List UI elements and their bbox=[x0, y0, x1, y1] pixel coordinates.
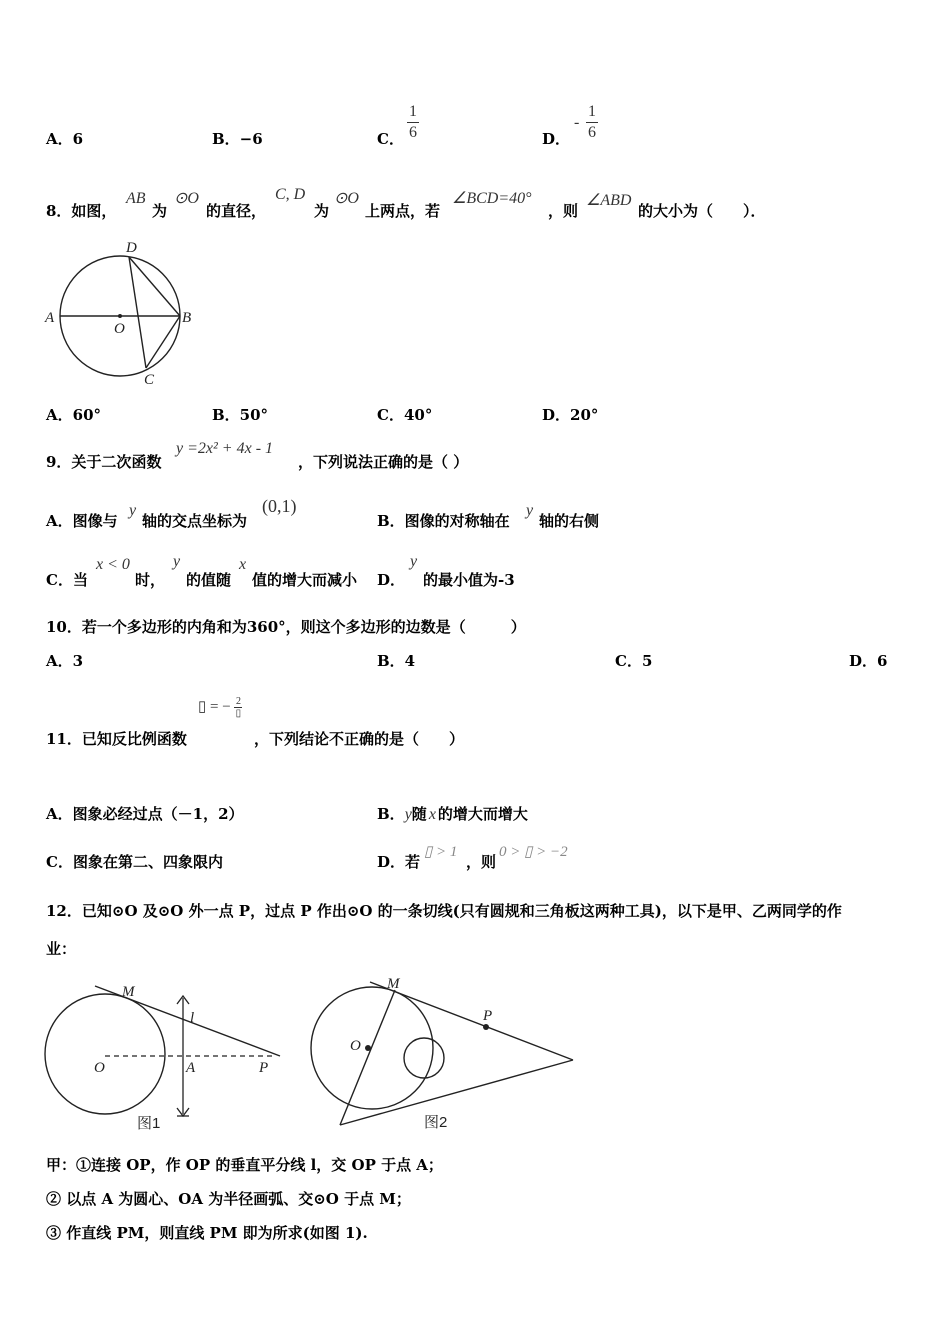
q8-stem-text-4: 为 bbox=[314, 202, 330, 220]
q8-math-circle-o-2: ⊙O bbox=[334, 190, 359, 207]
q12-step-2: ② 以点 A 为圆心、OA 为半径画弧、交⊙O 于点 M； bbox=[46, 1190, 411, 1208]
q8-circle-figure bbox=[40, 236, 210, 394]
formula-numerator: 2 bbox=[235, 696, 241, 707]
q9-option-d-math-y: y bbox=[410, 553, 418, 570]
q9-option-c-text-3: 的值随 bbox=[186, 571, 232, 589]
q9-option-c-math-x: x bbox=[239, 556, 247, 573]
label-o: O bbox=[114, 321, 125, 337]
label-m: M bbox=[387, 976, 400, 992]
q10-stem: 10．若一个多边形的内角和为360°，则这个多边形的边数是（ ） bbox=[46, 618, 526, 636]
q9-option-b-math-y: y bbox=[526, 502, 534, 519]
q8-math-cd: C, D bbox=[275, 186, 306, 203]
q9-option-b-text-1: B．图像的对称轴在 bbox=[377, 512, 510, 530]
formula-lhs: ▯ = − bbox=[198, 698, 231, 715]
q9-option-a-point: (0,1) bbox=[262, 496, 297, 516]
q8-stem-text-7: 的大小为（ ）． bbox=[638, 202, 766, 220]
q8-option-a: A．60° bbox=[46, 406, 102, 424]
q9-option-c-text-1: C．当 bbox=[46, 571, 88, 589]
q11-option-b-text-2: 随 bbox=[411, 805, 427, 823]
q11-option-b-text-1: B． bbox=[377, 805, 405, 823]
label-o: O bbox=[94, 1060, 105, 1076]
label-p: P bbox=[259, 1060, 269, 1076]
q9-option-b-text-2: 轴的右侧 bbox=[539, 512, 600, 530]
q11-option-d-text-2: ，则 bbox=[466, 853, 497, 871]
q12-step-1: 甲：①连接 OP，作 OP 的垂直平分线 l，交 OP 于点 A； bbox=[46, 1156, 443, 1174]
q12-stem-line-1: 12．已知⊙O 及⊙O 外一点 P，过点 P 作出⊙O 的一条切线(只有圆规和三角板这两种工具)，以下是甲、乙两同学的作 bbox=[46, 902, 842, 920]
label-c: C bbox=[144, 372, 155, 388]
q12-figure-1 bbox=[40, 976, 290, 1134]
q9-option-d-text-1: D． bbox=[377, 571, 406, 589]
label-o: O bbox=[350, 1038, 361, 1054]
q8-stem-text-2: 为 bbox=[152, 202, 168, 220]
q9-option-c-math-x-lt-0: x < 0 bbox=[96, 556, 130, 573]
q11-stem-text-2: ，下列结论不正确的是（ ） bbox=[254, 730, 465, 748]
tangent-line-lower bbox=[340, 1060, 573, 1125]
q12-step-3: ③ 作直线 PM，则直线 PM 即为所求(如图 1). bbox=[46, 1224, 368, 1242]
q8-math-angle-abd: ∠ABD bbox=[586, 192, 632, 209]
q10-option-d: D．6 bbox=[849, 652, 888, 670]
q10-option-a: A．3 bbox=[46, 652, 84, 670]
q8-math-ab: AB bbox=[126, 190, 146, 207]
q8-option-c: C．40° bbox=[377, 406, 433, 424]
q9-function-formula: y =2x² + 4x - 1 bbox=[176, 440, 274, 457]
q8-stem-text-5: 上两点，若 bbox=[365, 202, 441, 220]
q9-option-a-text-2: 轴的交点坐标为 bbox=[142, 512, 248, 530]
q8-math-angle-bcd: ∠BCD=40° bbox=[452, 190, 532, 207]
tangent-line-upper bbox=[370, 982, 573, 1060]
label-b: B bbox=[182, 310, 192, 326]
q9-option-c-text-2: 时， bbox=[135, 571, 166, 589]
denominator: 6 bbox=[409, 124, 417, 141]
q8-stem-text-1: 8．如图， bbox=[46, 202, 117, 220]
small-circle bbox=[404, 1038, 444, 1078]
label-m: M bbox=[122, 984, 135, 1000]
q9-option-c-math-y: y bbox=[173, 553, 181, 570]
q8-stem-text-6: ，则 bbox=[548, 202, 579, 220]
center-point-o bbox=[365, 1045, 371, 1051]
q8-option-d: D．20° bbox=[542, 406, 599, 424]
q7-option-c-fraction bbox=[407, 102, 419, 143]
q11-option-b-math-x: x bbox=[428, 806, 436, 823]
center-point bbox=[118, 314, 122, 318]
label-p: P bbox=[483, 1008, 493, 1024]
formula-denominator: ▯ bbox=[235, 708, 242, 719]
point-p bbox=[483, 1024, 489, 1030]
q10-option-b: B．4 bbox=[377, 652, 416, 670]
caption-figure-1: 图1 bbox=[137, 1115, 161, 1132]
diameter-line bbox=[340, 990, 395, 1125]
q11-option-c: C．图象在第二、四象限内 bbox=[46, 853, 223, 871]
caption-figure-2: 图2 bbox=[424, 1114, 448, 1131]
q11-option-d-math-2: 0 > ▯ > −2 bbox=[499, 844, 568, 860]
q11-option-b-text-3: 的增大而增大 bbox=[437, 805, 528, 823]
label-d: D bbox=[126, 240, 137, 256]
q9-option-a-math-y: y bbox=[129, 502, 137, 519]
q11-option-d-text-1: D．若 bbox=[377, 853, 421, 871]
q10-option-c: C．5 bbox=[615, 652, 653, 670]
label-a: A bbox=[186, 1060, 196, 1076]
chord-cb bbox=[146, 316, 180, 368]
q8-option-b: B．50° bbox=[212, 406, 269, 424]
numerator: 1 bbox=[588, 103, 596, 120]
q11-function-formula bbox=[198, 696, 242, 719]
q11-option-b-math-y: y bbox=[404, 806, 412, 823]
q7-option-d-label: D． bbox=[542, 130, 571, 148]
q9-stem-text-2: ，下列说法正确的是（ ） bbox=[298, 453, 469, 471]
q11-option-d-math-1: ▯ > 1 bbox=[424, 844, 458, 860]
label-a: A bbox=[45, 310, 55, 326]
q9-stem-text-1: 9．关于二次函数 bbox=[46, 453, 162, 471]
q12-figure-2 bbox=[300, 970, 585, 1135]
denominator: 6 bbox=[588, 124, 596, 141]
q9-option-c-text-4: 值的增大而减小 bbox=[252, 571, 358, 589]
q11-option-b bbox=[377, 803, 528, 824]
label-l: l bbox=[190, 1010, 195, 1026]
q7-option-d-fraction bbox=[586, 102, 598, 143]
q9-option-d-text-2: 的最小值为-3 bbox=[423, 571, 515, 589]
circle-o bbox=[45, 994, 165, 1114]
q7-option-b: B．−6 bbox=[212, 130, 263, 148]
numerator: 1 bbox=[409, 103, 417, 120]
q7-option-a: A．6 bbox=[46, 130, 84, 148]
q7-option-c-label: C． bbox=[377, 130, 404, 148]
q11-stem-text-1: 11．已知反比例函数 bbox=[46, 730, 187, 748]
q9-option-a-text-1: A．图像与 bbox=[46, 512, 118, 530]
q7-option-d-sign: - bbox=[574, 114, 580, 131]
q11-option-a: A．图象必经过点（－1，2） bbox=[46, 805, 244, 823]
q12-stem-line-2: 业： bbox=[46, 940, 77, 958]
q8-math-circle-o: ⊙O bbox=[174, 190, 199, 207]
q8-stem-text-3: 的直径， bbox=[206, 202, 267, 220]
